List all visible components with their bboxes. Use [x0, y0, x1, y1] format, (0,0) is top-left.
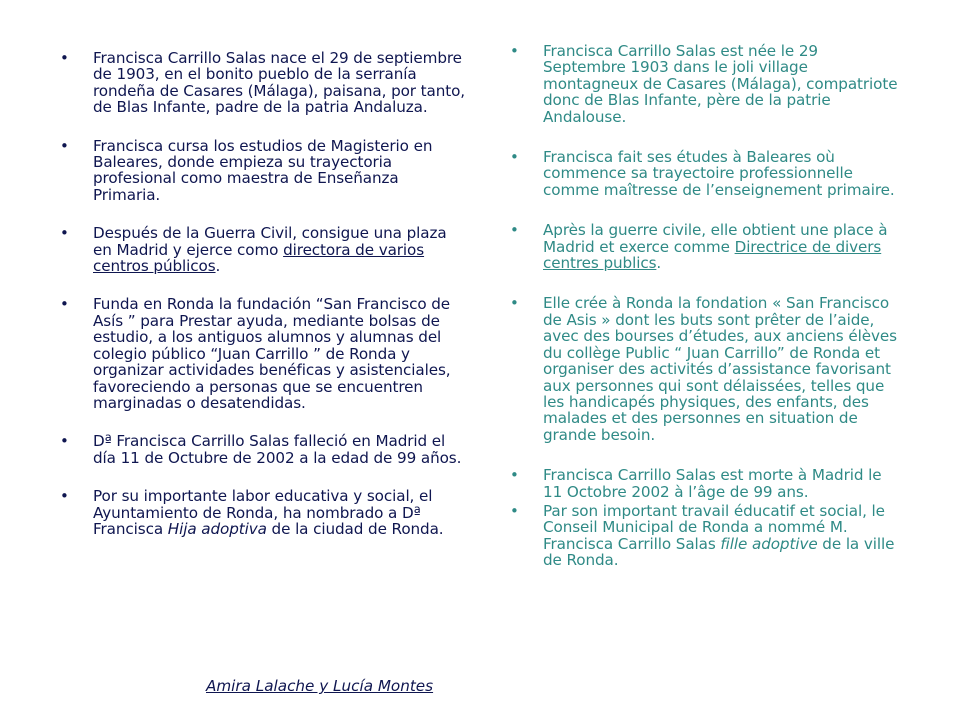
bullet-icon: •	[60, 295, 69, 314]
bullet-icon: •	[510, 148, 519, 167]
list-item	[510, 43, 900, 125]
paragraph-birth-fr: Francisca Carrillo Salas est née le 29 Septembre 1903 dans le joli village montagneux de Casares (Málaga), compatriote donc de Blas Infante, père de la patrie Andalouse.	[543, 42, 898, 126]
author-signature-link[interactable]: Amira Lalache y Lucía Montes	[206, 677, 434, 695]
bullet-icon: •	[60, 136, 69, 155]
spanish-column	[60, 0, 470, 537]
paragraph-foundation-fr: Elle crée à Ronda la fondation « San Francisco de Asis » dont les buts sont prêter de l’aide, avec des bourses d’études, aux anciens élèves du collège Public “ Juan Carrillo” de Ronda et organiser des activités d’assistance favorisant aux personnes qui sont délaissées, telles que les handicapés physiques, des enfants, des malades et des personnes en situation de grande besoin.	[543, 294, 897, 444]
paragraph-studies-fr: Francisca fait ses études à Baleares où commence sa trayectoire professionnelle comme maîtresse de l’enseignement primaire.	[543, 148, 895, 199]
paragraph-honor-start-fr: Par son important travail éducatif et social, le Conseil Municipal de Ronda a nommé M. Francisca Carrillo Salas	[543, 501, 885, 553]
paragraph-honor-start: Por su importante labor educativa y social, el Ayuntamiento de Ronda, ha nombrado a Dª Francisca	[93, 487, 433, 538]
paragraph-career-end-fr: .	[656, 254, 662, 273]
list-item	[60, 138, 470, 204]
bullet-icon: •	[60, 49, 69, 67]
bullet-icon: •	[60, 432, 69, 451]
list-item	[510, 149, 900, 198]
directrice-link[interactable]: Directrice de divers centres publics	[543, 237, 882, 273]
french-bullet-list	[510, 43, 900, 569]
paragraph-death: Dª Francisca Carrillo Salas falleció en Madrid el día 11 de Octubre de 2002 a la edad de 99 años.	[93, 432, 462, 467]
list-item	[60, 488, 470, 537]
paragraph-career-start-fr: Après la guerre civile, elle obtient une place à Madrid et exerce comme	[543, 221, 888, 256]
paragraph-honor-end: de la ciudad de Ronda.	[266, 519, 444, 538]
bullet-icon: •	[60, 224, 69, 243]
paragraph-career-end: .	[215, 257, 221, 276]
paragraph-foundation: Funda en Ronda la fundación “San Francisco de Asís ” para Prestar ayuda, mediante bolsas de estudio, a los antiguos alumnos y alumnas del colegio público “Juan Carrillo ” de Ronda y organizar actividades benéficas y asistenciales, favoreciendo a personas que se encuentren marginadas o desatendidas.	[93, 295, 451, 412]
fille-adoptive-text: fille adoptive	[720, 534, 818, 553]
bullet-icon: •	[510, 466, 519, 485]
paragraph-death-fr: Francisca Carrillo Salas est morte à Madrid le 11 Octobre 2002 à l’âge de 99 ans.	[543, 466, 882, 501]
list-item	[60, 225, 470, 274]
list-item	[510, 503, 900, 569]
bullet-icon: •	[510, 42, 519, 60]
bullet-icon: •	[510, 221, 519, 240]
list-item	[510, 467, 900, 500]
list-item	[510, 295, 900, 443]
paragraph-studies: Francisca cursa los estudios de Magisterio en Baleares, donde empieza su trayectoria profesional como maestra de Enseñanza Primaria.	[93, 136, 433, 204]
list-item	[510, 222, 900, 271]
list-item	[60, 433, 470, 466]
paragraph-career-start: Después de la Guerra Civil, consigue una plaza en Madrid y ejerce como	[93, 224, 447, 259]
list-item	[60, 296, 470, 411]
hija-adoptiva-text: Hija adoptiva	[167, 519, 267, 538]
paragraph-honor-end-fr: de la ville de Ronda.	[543, 534, 895, 570]
list-item	[60, 50, 470, 116]
paragraph-birth: Francisca Carrillo Salas nace el 29 de septiembre de 1903, en el bonito pueblo de la serranía rondeña de Casares (Málaga), paisana, por tanto, de Blas Infante, padre de la patria Andaluza.	[93, 49, 466, 117]
bullet-icon: •	[60, 487, 69, 506]
bullet-icon: •	[510, 294, 519, 313]
bullet-icon: •	[510, 501, 519, 520]
spanish-bullet-list	[60, 50, 470, 537]
french-column	[510, 0, 900, 569]
directora-link[interactable]: directora de varios centros públicos	[93, 240, 425, 276]
